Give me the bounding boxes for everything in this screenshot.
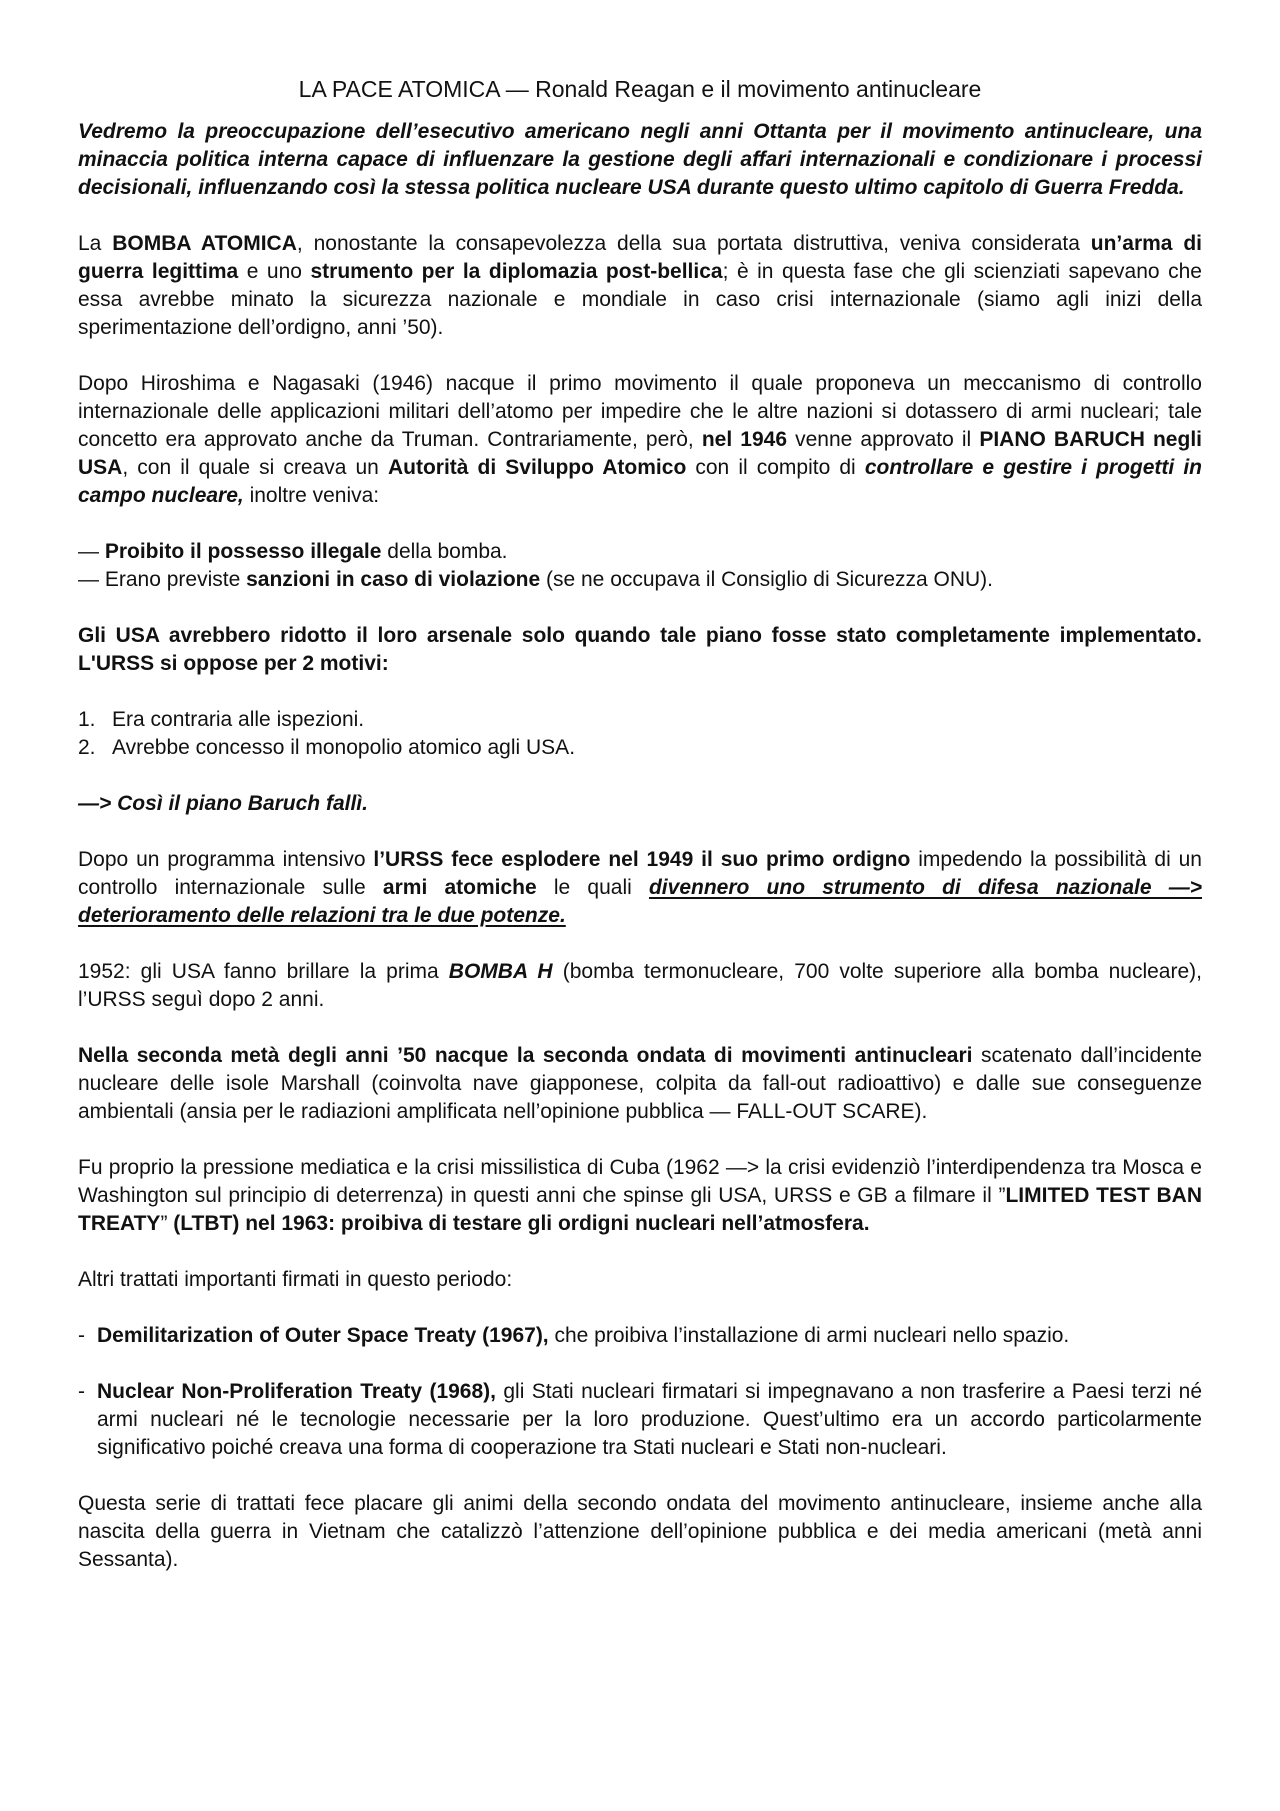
paragraph-usa-arsenale: Gli USA avrebbero ridotto il loro arsenale solo quando tale piano fosse stato completamente implementato. L'URSS si oppose per 2 motivi: bbox=[78, 624, 1202, 675]
numbered-list bbox=[78, 706, 1202, 762]
paragraph-bomba-h: 1952: gli USA fanno brillare la prima BOMBA H (bomba termonucleare, 700 volte superiore alla bomba nucleare), l’URSS seguì dopo 2 anni. bbox=[78, 960, 1202, 1011]
list-item: — Proibito il possesso illegale della bomba. bbox=[78, 540, 508, 563]
list-item: 1. Era contraria alle ispezioni. bbox=[78, 708, 365, 731]
paragraph-ltbt: Fu proprio la pressione mediatica e la crisi missilistica di Cuba (1962 —> la crisi evidenziò l’interdipendenza tra Mosca e Washington sul principio di deterrenza) in questi anni che spinse gli USA, URSS e GB a filmare il ”LIMITED TEST BAN TREATY” (LTBT) nel 1963: proibiva di testare gli ordigni nucleari nell’atmosfera. bbox=[78, 1156, 1202, 1235]
document-title: LA PACE ATOMICA — Ronald Reagan e il movimento antinucleare bbox=[298, 76, 982, 102]
conclusion-line: —> Così il piano Baruch fallì. bbox=[78, 792, 368, 815]
intro-paragraph: Vedremo la preoccupazione dell’esecutivo americano negli anni Ottanta per il movimento antinucleare, una minaccia politica interna capace di influenzare la gestione degli affari internazionali e condizionare i processi decisionali, influenzando così la stessa politica nucleare USA durante questo ultimo capitolo di Guerra Fredda. bbox=[78, 120, 1202, 199]
document-page bbox=[78, 74, 1202, 1574]
paragraph-piano-baruch: Dopo Hiroshima e Nagasaki (1946) nacque il primo movimento il quale proponeva un meccanismo di controllo internazionale delle applicazioni militari dell’atomo per impedire che le altre nazioni si dotassero di armi nucleari; tale concetto era approvato anche da Truman. Contrariamente, però, nel 1946 venne approvato il PIANO BARUCH negli USA, con il quale si creava un Autorità di Sviluppo Atomico con il compito di controllare e gestire i progetti in campo nucleare, inoltre veniva: bbox=[78, 372, 1202, 507]
paragraph-conclusione: Questa serie di trattati fece placare gli animi della secondo ondata del movimento antinucleare, insieme anche alla nascita della guerra in Vietnam che catalizzò l’attenzione dell’opinione pubblica e dei media americani (metà anni Sessanta). bbox=[78, 1492, 1202, 1571]
paragraph-urss-ordigno: Dopo un programma intensivo l’URSS fece esplodere nel 1949 il suo primo ordigno impedendo la possibilità di un controllo internazionale sulle armi atomiche le quali divennero uno strumento di difesa nazionale —> deterioramento delle relazioni tra le due potenze. bbox=[78, 848, 1202, 927]
treaty-item: - Nuclear Non-Proliferation Treaty (1968), gli Stati nucleari firmatari si impegnavano a non trasferire a Paesi terzi né armi nucleari né le tecnologie necessarie per la loro produzione. Quest’ultimo era un accordo particolarmente significativo poiché creava una forma di cooperazione tra Stati nucleari e Stati non-nucleari. bbox=[78, 1380, 1203, 1459]
list-item: — Erano previste sanzioni in caso di violazione (se ne occupava il Consiglio di Sicurezza ONU). bbox=[78, 568, 994, 591]
treaty-item: - Demilitarization of Outer Space Treaty (1967), che proibiva l’installazione di armi nucleari nello spazio. bbox=[78, 1324, 1070, 1347]
paragraph-seconda-ondata: Nella seconda metà degli anni ’50 nacque la seconda ondata di movimenti antinucleari scatenato dall’incidente nucleare delle isole Marshall (coinvolta nave giapponese, colpita da fall-out radioattivo) e dalle sue conseguenze ambientali (ansia per le radiazioni amplificata nell’opinione pubblica — FALL-OUT SCARE). bbox=[78, 1044, 1202, 1123]
paragraph-altri-trattati: Altri trattati importanti firmati in questo periodo: bbox=[78, 1268, 513, 1291]
paragraph-bomba-atomica: La BOMBA ATOMICA, nonostante la consapevolezza della sua portata distruttiva, veniva considerata un’arma di guerra legittima e uno strumento per la diplomazia post-bellica; è in questa fase che gli scienziati sapevano che essa avrebbe minato la sicurezza nazionale e mondiale in caso crisi internazionale (siamo agli inizi della sperimentazione dell’ordigno, anni ’50). bbox=[78, 232, 1202, 339]
dash-list bbox=[78, 538, 1202, 594]
list-item: 2. Avrebbe concesso il monopolio atomico agli USA. bbox=[78, 736, 576, 759]
